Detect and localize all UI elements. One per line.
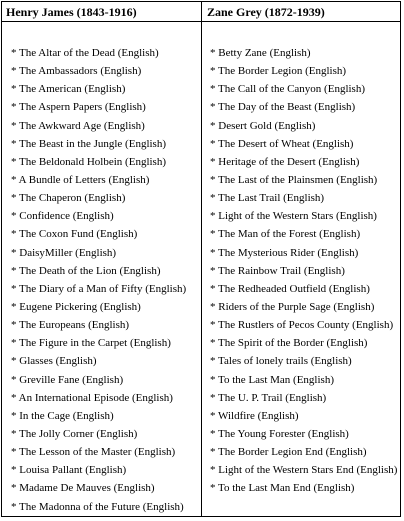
list-item: * Tales of lonely trails (English) — [210, 355, 352, 368]
list-item: * The Beldonald Holbein (English) — [11, 155, 166, 168]
zane-grey-works-list — [202, 22, 400, 498]
list-item: * An International Episode (English) — [11, 391, 173, 404]
henry-james-works-list — [2, 22, 201, 516]
list-item: * A Bundle of Letters (English) — [11, 173, 150, 186]
list-item: * The Young Forester (English) — [210, 427, 349, 440]
list-item: * The Rustlers of Pecos County (English) — [210, 319, 394, 332]
list-item: * The Europeans (English) — [11, 319, 130, 332]
list-item: * The Aspern Papers (English) — [11, 101, 146, 114]
list-item: * Greville Fane (English) — [11, 373, 124, 386]
list-item: * The Border Legion (English) — [210, 65, 347, 78]
list-item: * The Figure in the Carpet (English) — [11, 337, 171, 350]
list-item: * The Redheaded Outfield (English) — [210, 282, 370, 295]
list-item: * Confidence (English) — [11, 210, 114, 223]
list-item: * To the Last Man (English) — [210, 373, 334, 386]
list-item: * Riders of the Purple Sage (English) — [210, 300, 375, 313]
list-item: * Louisa Pallant (English) — [11, 464, 127, 477]
list-item: * The Awkward Age (English) — [11, 119, 145, 132]
list-item: * In the Cage (English) — [11, 409, 114, 422]
list-item: * The American (English) — [11, 83, 126, 96]
list-item: * The Last Trail (English) — [210, 192, 325, 205]
list-item: * Heritage of the Desert (English) — [210, 155, 360, 168]
list-item: * To the Last Man End (English) — [210, 482, 355, 495]
list-item: * Desert Gold (English) — [210, 119, 316, 132]
list-item: * DaisyMiller (English) — [11, 246, 117, 259]
list-item: * The Chaperon (English) — [11, 192, 126, 205]
list-item: * Betty Zane (English) — [210, 47, 311, 59]
list-item: * The Ambassadors (English) — [11, 65, 142, 78]
list-item: * The Man of the Forest (English) — [210, 228, 361, 241]
henry-james-column — [2, 2, 202, 516]
list-item: * The Jolly Corner (English) — [11, 427, 138, 440]
list-item: * The Call of the Canyon (English) — [210, 83, 365, 96]
list-item: * Eugene Pickering (English) — [11, 300, 141, 313]
list-item: * Light of the Western Stars (English) — [210, 210, 377, 223]
list-item: * The U. P. Trail (English) — [210, 391, 327, 404]
list-item: * Wildfire (English) — [210, 409, 299, 422]
list-item: * The Diary of a Man of Fifty (English) — [11, 282, 187, 295]
author-works-table — [1, 1, 401, 517]
list-item: * The Death of the Lion (English) — [11, 264, 161, 277]
zane-grey-header: Zane Grey (1872-1939) — [202, 2, 400, 22]
list-item: * The Madonna of the Future (English) — [11, 500, 184, 513]
list-item: * The Border Legion End (English) — [210, 446, 367, 459]
list-item: * Light of the Western Stars End (English) — [210, 464, 398, 477]
list-item: * The Spirit of the Border (English) — [210, 337, 368, 350]
list-item: * The Rainbow Trail (English) — [210, 264, 345, 277]
list-item: * The Altar of the Dead (English) — [11, 47, 159, 59]
list-item: * The Last of the Plainsmen (English) — [210, 173, 378, 186]
list-item: * The Day of the Beast (English) — [210, 101, 356, 114]
list-item: * The Coxon Fund (English) — [11, 228, 138, 241]
list-item: * The Beast in the Jungle (English) — [11, 137, 166, 150]
list-item: * The Mysterious Rider (English) — [210, 246, 359, 259]
henry-james-header: Henry James (1843-1916) — [2, 2, 201, 22]
list-item: * Glasses (English) — [11, 355, 97, 368]
list-item: * The Lesson of the Master (English) — [11, 446, 176, 459]
list-item: * Madame De Mauves (English) — [11, 482, 155, 495]
zane-grey-column — [202, 2, 400, 516]
list-item: * The Desert of Wheat (English) — [210, 137, 354, 150]
